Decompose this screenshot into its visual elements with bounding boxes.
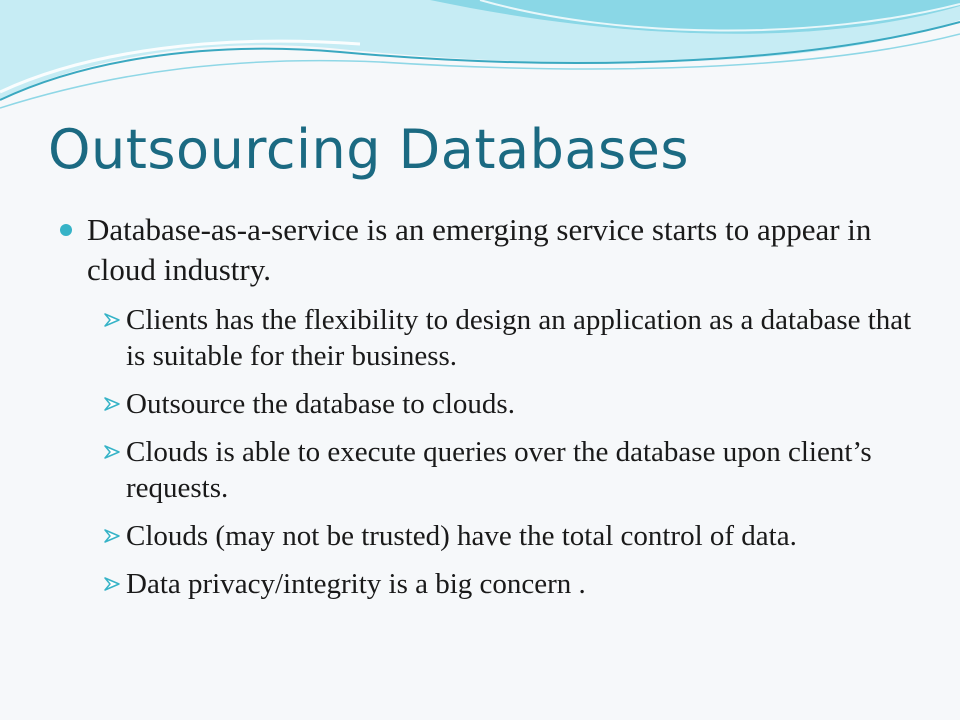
wave-header-decoration: [0, 0, 960, 130]
arrowhead-icon: [104, 529, 120, 543]
main-bullet-text: Database-as-a-service is an emerging service starts to appear in cloud industry.: [87, 212, 872, 287]
bullet-dot-icon: [60, 224, 72, 236]
sub-bullet: [104, 386, 924, 422]
arrowhead-icon: [104, 397, 120, 411]
sub-bullet-text: Data privacy/integrity is a big concern .: [126, 568, 586, 600]
sub-bullet: [104, 434, 924, 506]
sub-bullet-list: [104, 302, 924, 614]
sub-bullet-text: Clouds (may not be trusted) have the total control of data.: [126, 520, 797, 552]
sub-bullet-text: Clouds is able to execute queries over the database upon client’s requests.: [126, 436, 872, 504]
sub-bullet: [104, 518, 924, 554]
main-bullet: [60, 210, 920, 290]
slide-title: Outsourcing Databases: [48, 118, 689, 181]
arrowhead-icon: [104, 577, 120, 591]
arrowhead-icon: [104, 313, 120, 327]
sub-bullet: [104, 302, 924, 374]
sub-bullet: [104, 566, 924, 602]
arrowhead-icon: [104, 445, 120, 459]
sub-bullet-text: Clients has the flexibility to design an application as a database that is suitable for their business.: [126, 304, 912, 372]
sub-bullet-text: Outsource the database to clouds.: [126, 388, 515, 420]
